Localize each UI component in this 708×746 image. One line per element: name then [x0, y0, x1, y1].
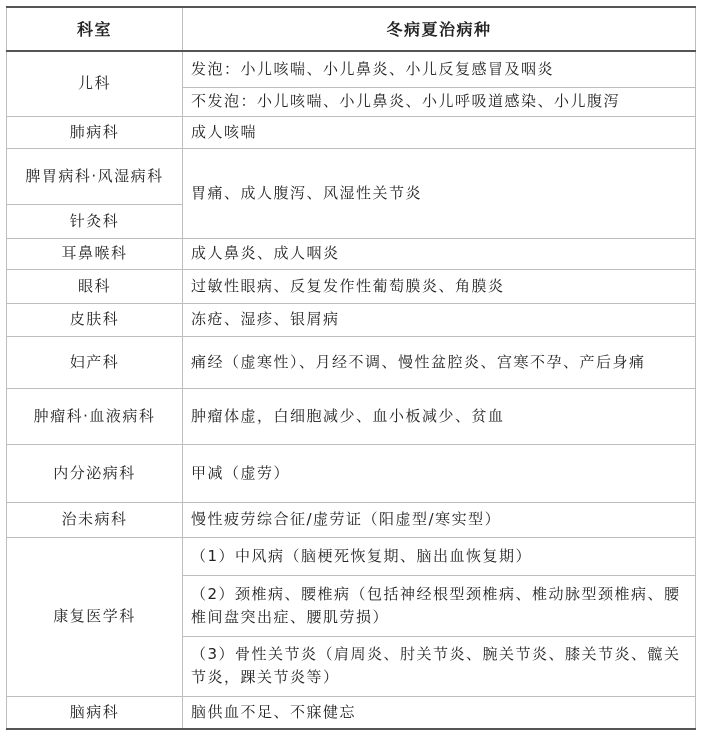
disease-table [6, 6, 696, 730]
dept-cell: 脑病科 [7, 696, 183, 729]
table-row [7, 51, 696, 87]
disease-cell: 痛经（虚寒性）、月经不调、慢性盆腔炎、宫寒不孕、产后身痛 [183, 336, 696, 388]
table-row [7, 116, 696, 148]
dept-cell: 脾胃病科·风湿病科 [7, 148, 183, 204]
disease-cell: （3）骨性关节炎（肩周炎、肘关节炎、腕关节炎、膝关节炎、髋关节炎，踝关节炎等） [183, 636, 696, 696]
dept-cell: 皮肤科 [7, 303, 183, 336]
table-row [7, 148, 696, 204]
disease-cell: 过敏性眼病、反复发作性葡萄膜炎、角膜炎 [183, 269, 696, 303]
disease-cell: 慢性疲劳综合征/虚劳证（阳虚型/寒实型） [183, 502, 696, 537]
dept-cell: 治未病科 [7, 502, 183, 537]
disease-cell: 甲减（虚劳） [183, 444, 696, 502]
disease-cell: （2）颈椎病、腰椎病（包括神经根型颈椎病、椎动脉型颈椎病、腰椎间盘突出症、腰肌劳损） [183, 575, 696, 636]
dept-cell: 针灸科 [7, 204, 183, 238]
table-row [7, 537, 696, 575]
dept-cell: 儿科 [7, 51, 183, 116]
disease-cell: 不发泡：小儿咳喘、小儿鼻炎、小儿呼吸道感染、小儿腹泻 [183, 87, 696, 116]
table-row [7, 269, 696, 303]
table-row [7, 238, 696, 269]
dept-cell: 妇产科 [7, 336, 183, 388]
table-row [7, 444, 696, 502]
dept-cell: 肿瘤科·血液病科 [7, 388, 183, 444]
disease-cell: 发泡：小儿咳喘、小儿鼻炎、小儿反复感冒及咽炎 [183, 51, 696, 87]
disease-cell: 脑供血不足、不寐健忘 [183, 696, 696, 729]
table-row [7, 696, 696, 729]
table-row [7, 303, 696, 336]
dept-cell: 肺病科 [7, 116, 183, 148]
disease-cell: 胃痛、成人腹泻、风湿性关节炎 [183, 148, 696, 238]
table-row [7, 502, 696, 537]
table-row [7, 336, 696, 388]
dept-cell: 耳鼻喉科 [7, 238, 183, 269]
disease-cell: 成人咳喘 [183, 116, 696, 148]
header-dept: 科室 [7, 7, 183, 51]
disease-cell: （1）中风病（脑梗死恢复期、脑出血恢复期） [183, 537, 696, 575]
table-row [7, 388, 696, 444]
header-row [7, 7, 696, 51]
header-disease: 冬病夏治病种 [183, 7, 696, 51]
disease-cell: 成人鼻炎、成人咽炎 [183, 238, 696, 269]
dept-cell: 康复医学科 [7, 537, 183, 696]
dept-cell: 内分泌病科 [7, 444, 183, 502]
disease-cell: 冻疮、湿疹、银屑病 [183, 303, 696, 336]
disease-cell: 肿瘤体虚，白细胞减少、血小板减少、贫血 [183, 388, 696, 444]
dept-cell: 眼科 [7, 269, 183, 303]
